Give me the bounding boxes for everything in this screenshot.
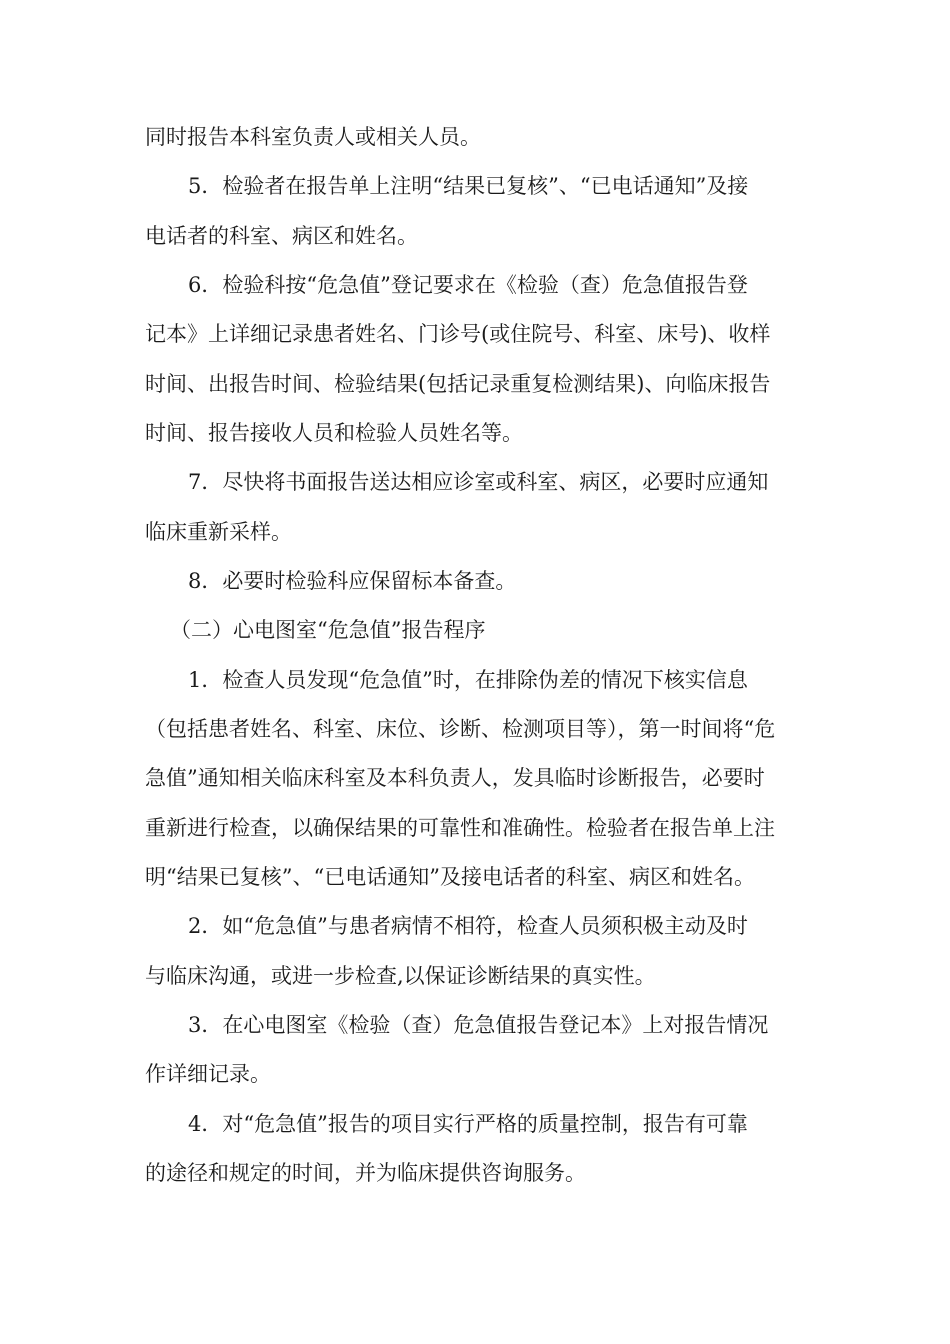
text-line: 3．在心电图室《检验（查）危急值报告登记本》上对报告情况 xyxy=(188,1013,769,1037)
section-heading: （二）心电图室“危急值”报告程序 xyxy=(170,618,486,642)
text-line: 6．检验科按“危急值”登记要求在《检验（查）危急值报告登 xyxy=(188,273,748,297)
text-line: 7．尽快将书面报告送达相应诊室或科室、病区，必要时应通知 xyxy=(188,470,769,494)
text-line: 1．检查人员发现“危急值”时，在排除伪差的情况下核实信息 xyxy=(188,668,748,692)
text-line: 8．必要时检验科应保留标本备查。 xyxy=(188,569,517,593)
text-line: 4．对“危急值”报告的项目实行严格的质量控制，报告有可靠 xyxy=(188,1112,748,1136)
text-line: 记本》上详细记录患者姓名、门诊号(或住院号、科室、床号)、收样 xyxy=(145,322,771,346)
text-line: 2．如“危急值”与患者病情不相符，检查人员须积极主动及时 xyxy=(188,914,748,938)
text-line: 作详细记录。 xyxy=(145,1062,271,1086)
text-line: 同时报告本科室负责人或相关人员。 xyxy=(145,125,481,149)
text-line: 明“结果已复核”、“已电话通知”及接电话者的科室、病区和姓名。 xyxy=(145,865,755,889)
text-line: 临床重新采样。 xyxy=(145,520,292,544)
text-line: 电话者的科室、病区和姓名。 xyxy=(145,224,418,248)
text-line: （包括患者姓名、科室、床位、诊断、检测项目等），第一时间将“危 xyxy=(145,717,776,741)
text-line: 重新进行检查，以确保结果的可靠性和准确性。检验者在报告单上注 xyxy=(145,816,775,840)
text-line: 急值”通知相关临床科室及本科负责人，发具临时诊断报告，必要时 xyxy=(145,766,765,790)
text-line: 与临床沟通，或进一步检查,以保证诊断结果的真实性。 xyxy=(145,964,656,988)
text-line: 时间、出报告时间、检验结果(包括记录重复检测结果)、向临床报告 xyxy=(145,372,771,396)
text-line: 的途径和规定的时间，并为临床提供咨询服务。 xyxy=(145,1161,586,1185)
text-line: 时间、报告接收人员和检验人员姓名等。 xyxy=(145,421,523,445)
text-line: 5．检验者在报告单上注明“结果已复核”、“已电话通知”及接 xyxy=(188,174,749,198)
